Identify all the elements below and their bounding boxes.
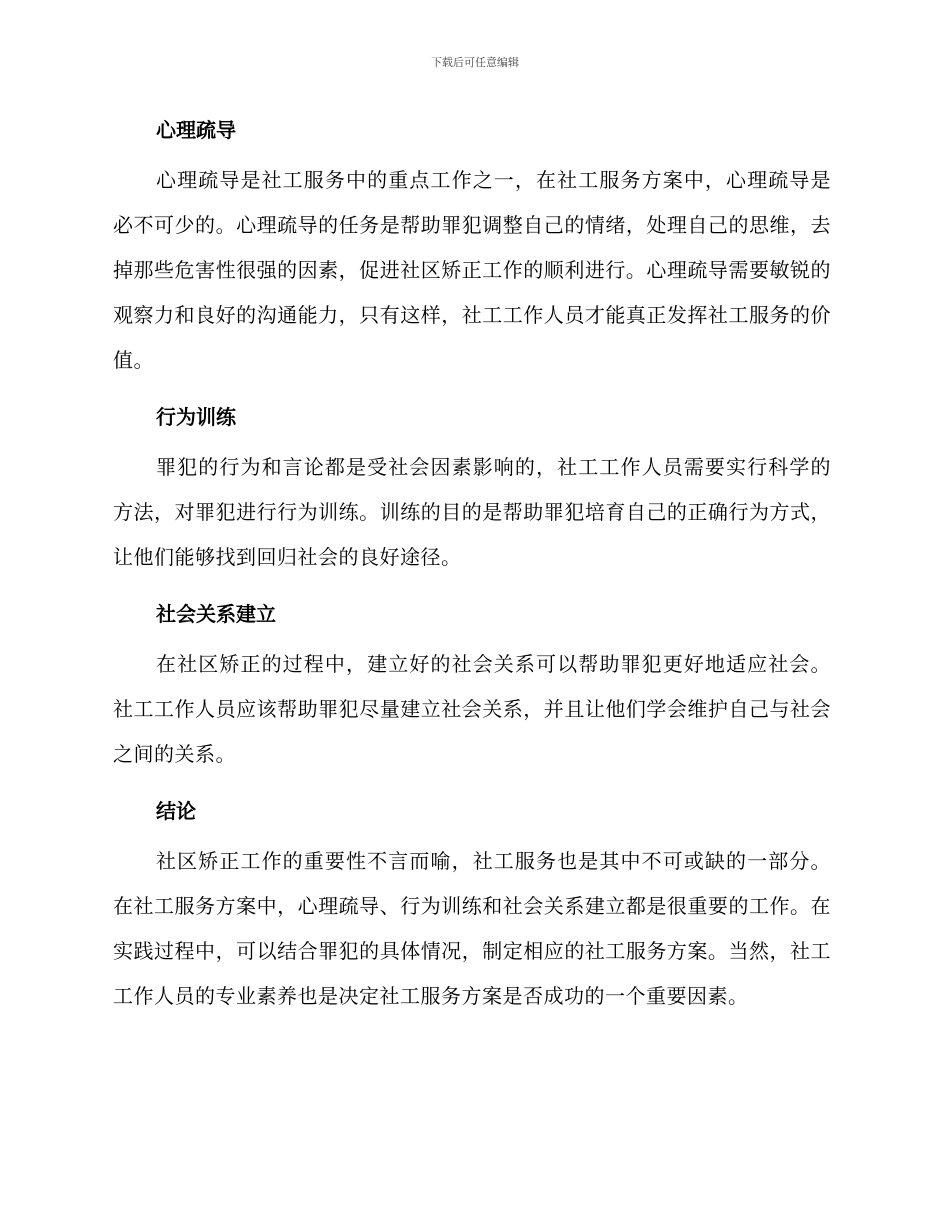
section-heading-psychological-counseling: 心理疏导 bbox=[156, 118, 236, 142]
header-note: 下载后可任意编辑 bbox=[431, 56, 519, 69]
section-heading-behavior-training: 行为训练 bbox=[156, 405, 236, 429]
section-heading-conclusion: 结论 bbox=[156, 799, 196, 823]
section-paragraph-conclusion: 社区矫正工作的重要性不言而喻，社工服务也是其中不可或缺的一部分。在社工服务方案中，心理疏导、行为训练和社会关系建立都是很重要的工作。在实践过程中，可以结合罪犯的具体情况，制定相应的社工服务方案。当然，社工工作人员的专业素养也是决定社工服务方案是否成功的一个重要因素。 bbox=[113, 849, 831, 1008]
section-paragraph-behavior-training: 罪犯的行为和言论都是受社会因素影响的，社工工作人员需要实行科学的方法，对罪犯进行行为训练。训练的目的是帮助罪犯培育自己的正确行为方式，让他们能够找到回归社会的良好途径。 bbox=[113, 455, 831, 569]
section-heading-social-relations: 社会关系建立 bbox=[156, 602, 276, 626]
section-paragraph-psychological-counseling: 心理疏导是社工服务中的重点工作之一，在社工服务方案中，心理疏导是必不可少的。心理疏导的任务是帮助罪犯调整自己的情绪，处理自己的思维，去掉那些危害性很强的因素，促进社区矫正工作的顺利进行。心理疏导需要敏锐的观察力和良好的沟通能力，只有这样，社工工作人员才能真正发挥社工服务的价值。 bbox=[113, 168, 831, 372]
document-body bbox=[113, 115, 831, 1019]
section-paragraph-social-relations: 在社区矫正的过程中，建立好的社会关系可以帮助罪犯更好地适应社会。社工工作人员应该帮助罪犯尽量建立社会关系，并且让他们学会维护自己与社会之间的关系。 bbox=[113, 652, 831, 766]
